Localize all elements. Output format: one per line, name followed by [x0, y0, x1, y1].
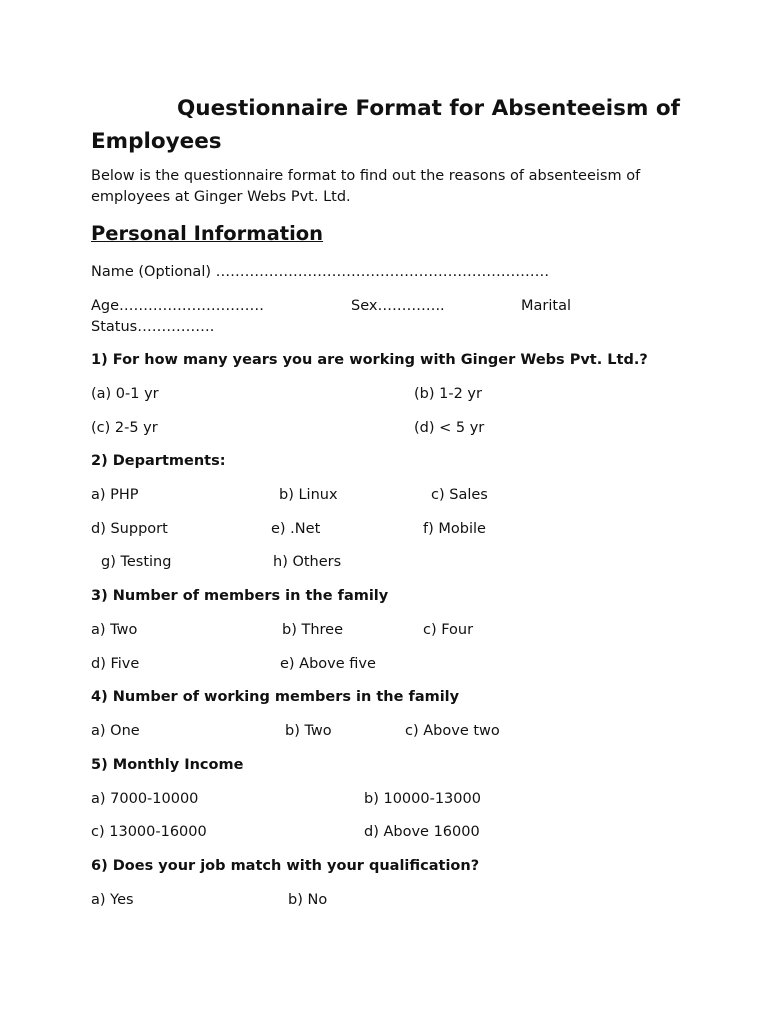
marital-label: Marital [521, 298, 571, 314]
document-title: Questionnaire Format for Absenteeism of Employees [91, 96, 680, 154]
q1-option-b: (b) 1-2 yr [414, 386, 482, 402]
q2-option-b: b) Linux [279, 487, 338, 503]
q3-option-e: e) Above five [280, 656, 376, 672]
q2-option-a: a) PHP [91, 487, 139, 503]
q2-option-g: g) Testing [101, 554, 172, 570]
section-heading: Personal Information [91, 222, 324, 245]
q2-option-h: h) Others [273, 554, 342, 570]
status-field: Status……………. [91, 319, 215, 335]
q5-option-d: d) Above 16000 [364, 824, 480, 840]
question-3: 3) Number of members in the family [91, 588, 389, 604]
q1-option-c: (c) 2-5 yr [91, 420, 158, 436]
q5-option-a: a) 7000-10000 [91, 791, 199, 807]
intro-paragraph: Below is the questionnaire format to find out the reasons of absenteeism of employees at Ginger Webs Pvt. Ltd. [91, 168, 641, 205]
q3-option-c: c) Four [423, 622, 474, 638]
q3-option-d: d) Five [91, 656, 140, 672]
question-6: 6) Does your job match with your qualification? [91, 858, 480, 874]
question-1: 1) For how many years you are working with Ginger Webs Pvt. Ltd.? [91, 352, 648, 368]
q3-option-b: b) Three [282, 622, 344, 638]
q1-option-d: (d) < 5 yr [414, 420, 485, 436]
q4-option-a: a) One [91, 723, 140, 739]
q1-option-a: (a) 0-1 yr [91, 386, 159, 402]
q3-option-a: a) Two [91, 622, 138, 638]
name-field: Name (Optional) …………………………………………………………… [91, 264, 550, 280]
question-4: 4) Number of working members in the family [91, 689, 460, 705]
q2-option-e: e) .Net [271, 521, 321, 537]
q5-option-c: c) 13000-16000 [91, 824, 207, 840]
question-2: 2) Departments: [91, 453, 226, 469]
age-field: Age………………………… [91, 298, 265, 314]
q2-option-f: f) Mobile [423, 521, 486, 537]
question-5: 5) Monthly Income [91, 757, 244, 773]
q4-option-c: c) Above two [405, 723, 500, 739]
q5-option-b: b) 10000-13000 [364, 791, 481, 807]
q2-option-c: c) Sales [431, 487, 488, 503]
sex-field: Sex………….. [351, 298, 445, 314]
q6-option-b: b) No [288, 892, 328, 908]
q4-option-b: b) Two [285, 723, 332, 739]
q2-option-d: d) Support [91, 521, 168, 537]
q6-option-a: a) Yes [91, 892, 134, 908]
